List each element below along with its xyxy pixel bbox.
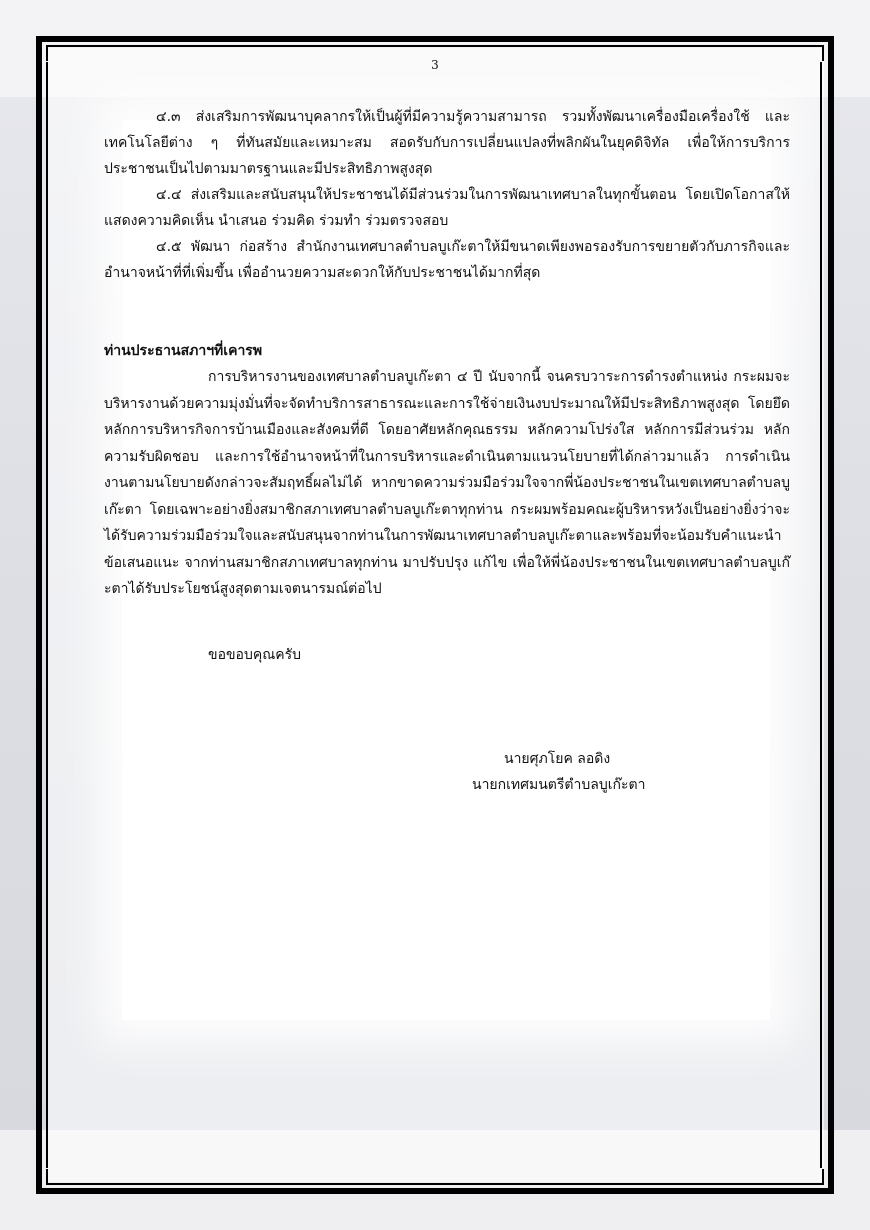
border-inner-corner-bottom-right (808, 1169, 824, 1185)
page-number: 3 (431, 58, 439, 72)
policy-item-4-3: ๔.๓ ส่งเสริมการพัฒนาบุคลากรให้เป็นผู้ที่มีความรู้ความสามารถ รวมทั้งพัฒนาเครื่องมือเครื่องใช้ และเทคโนโลยีต่าง ๆ ที่ทันสมัยและเหมาะสม สอดรับกับการเปลี่ยนแปลงที่พลิกผันในยุคดิจิทัล เพื่อให้การบริการประชาชนเป็นไปตามมาตรฐานและมีประสิทธิภาพสูงสุด (104, 109, 790, 177)
address-body-block (104, 364, 790, 603)
signer-name: นายศุภโยค ลอดิง (504, 751, 611, 767)
address-heading: ท่านประธานสภาฯที่เคารพ (104, 343, 263, 359)
border-bottom-thin (62, 1183, 820, 1185)
border-top-thick (62, 36, 820, 42)
signer-title: นายกเทศมนตรีตำบลบูเก๊ะตา (472, 777, 646, 793)
border-right-thick (828, 62, 834, 1168)
policy-item-4-4: ๔.๔ ส่งเสริมและสนับสนุนให้ประชาชนได้มีส่วนร่วมในการพัฒนาเทศบาลในทุกขั้นตอน โดยเปิดโอกาสให้แสดงความคิดเห็น นำเสนอ ร่วมคิด ร่วมทำ ร่วมตรวจสอบ (104, 187, 790, 229)
closing-thanks: ขอขอบคุณครับ (208, 647, 301, 663)
border-left-thick (36, 62, 42, 1168)
border-left-thin (46, 62, 48, 1168)
policy-item-4-5: ๔.๕ พัฒนา ก่อสร้าง สำนักงานเทศบาลตำบลบูเก๊ะตาให้มีขนาดเพียงพอรองรับการขยายตัวกับภารกิจและอำนาจหน้าที่ที่เพิ่มขึ้น เพื่ออำนวยความสะดวกให้กับประชาชนได้มากที่สุด (104, 239, 790, 281)
border-inner-corner-bottom-left (46, 1169, 62, 1185)
border-top-thin (62, 45, 820, 47)
address-body: การบริหารงานของเทศบาลตำบลบูเก๊ะตา ๔ ปี นับจากนี้ จนครบวาระการดำรงตำแหน่ง กระผมจะบริหารงานด้วยความมุ่งมั่นที่จะจัดทำบริการสาธารณะและการใช้จ่ายเงินงบประมาณให้มีประสิทธิภาพสูงสุด โดยยึดหลักการบริหารกิจการบ้านเมืองและสังคมที่ดี โดยอาศัยหลักคุณธรรม หลักความโปร่งใส หลักการมีส่วนร่วม หลักความรับผิดชอบ และการใช้อำนาจหน้าที่ในการบริหารและดำเนินตามแนวนโยบายที่ได้กล่าวมาแล้ว การดำเนินงานตามนโยบายดังกล่าวจะสัมฤทธิ์ผลไม่ได้ หากขาดความร่วมมือร่วมใจจากพี่น้องประชาชนในเขตเทศบาลตำบลบูเก๊ะตา โดยเฉพาะอย่างยิ่งสมาชิกสภาเทศบาลตำบลบูเก๊ะตาทุกท่าน กระผมพร้อมคณะผู้บริหารหวังเป็นอย่างยิ่งว่าจะได้รับความร่วมมือร่วมใจและสนับสนุนจากท่านในการพัฒนาเทศบาลตำบลบูเก๊ะตาและพร้อมที่จะน้อมรับคำแนะนำ ข้อเสนอแนะ จากท่านสมาชิกสภาเทศบาลทุกท่าน มาปรับปรุง แก้ไข เพื่อให้พี่น้องประชาชนในเขตเทศบาลตำบลบูเก๊ะตาได้รับประโยชน์สูงสุดตามเจตนารมณ์ต่อไป (104, 369, 790, 597)
border-bottom-thick (62, 1188, 820, 1194)
border-right-thin (820, 62, 822, 1168)
policy-section (104, 104, 790, 286)
